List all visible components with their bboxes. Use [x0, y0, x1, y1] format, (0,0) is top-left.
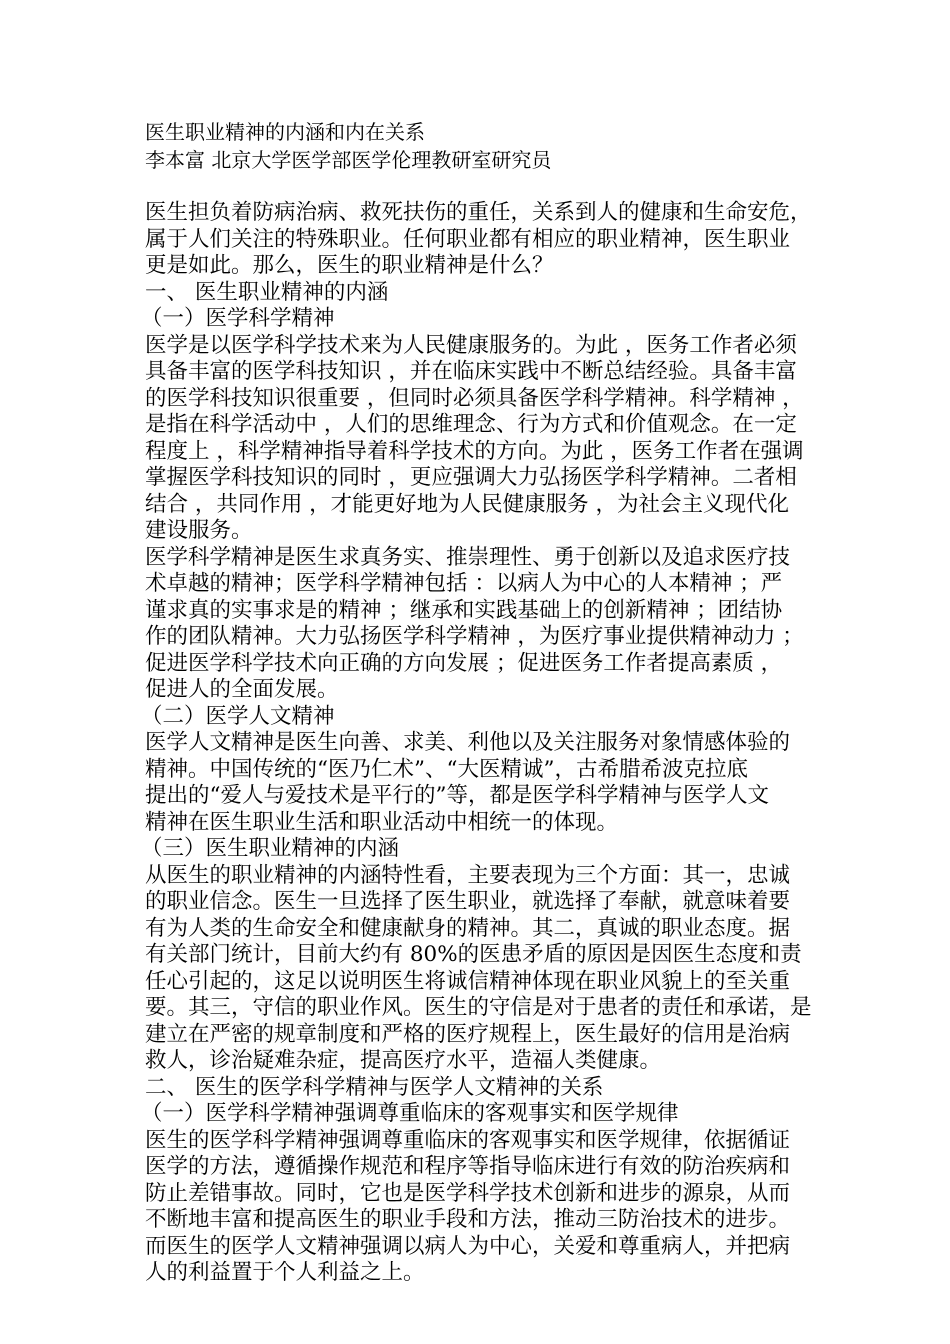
body-line: 促进人的全面发展。	[145, 677, 339, 702]
body-line: 医学是以医学科学技术来为人民健康服务的。为此 ，医务工作者必须	[145, 332, 797, 358]
body-line: 任心引起的，这足以说明医生将诚信精神体现在职业风貌上的至关重	[145, 968, 791, 994]
body-line: 更是如此。那么，医生的职业精神是什么？	[145, 253, 554, 278]
body-line: 术卓越的精神；医学科学精神包括 ：以病人为中心的人本精神 ；严	[145, 571, 783, 596]
body-line: 提出的“爱人与爱技术是平行的”等，都是医学科学精神与医学人文	[145, 783, 769, 808]
body-line: 是指在科学活动中 ，人们的思维理念、行为方式和价值观念。在一定	[145, 412, 797, 437]
subsection-heading: （一）医学科学精神	[141, 306, 335, 331]
body-line: 程度上 ，科学精神指导着科学技术的方向。为此 ，医务工作者在强调	[145, 438, 804, 464]
body-line: 有为人类的生命安全和健康献身的精神。其二，真诚的职业态度。据	[145, 915, 791, 941]
section-heading: 二、 医生的医学科学精神与医学人文精神的关系	[145, 1074, 604, 1100]
body-line: 救人，诊治疑难杂症，提高医疗水平，造福人类健康。	[145, 1048, 662, 1073]
body-line: 不断地丰富和提高医生的职业手段和方法，推动三防治技术的进步。	[145, 1207, 791, 1232]
body-line: 有关部门统计，目前大约有 80%的医患矛盾的原因是因医生态度和责	[145, 942, 802, 967]
body-line: 人的利益置于个人利益之上。	[145, 1260, 425, 1285]
body-line: 属于人们关注的特殊职业。任何职业都有相应的职业精神，医生职业	[145, 226, 791, 252]
body-line: 医学人文精神是医生向善、求美、利他以及关注服务对象情感体验的	[145, 730, 791, 755]
body-line: 结合 ，共同作用 ，才能更好地为人民健康服务 ，为社会主义现代化	[145, 491, 790, 517]
body-line: 作的团队精神。大力弘扬医学科学精神 ，为医疗事业提供精神动力 ；	[145, 624, 804, 649]
body-line: 精神在医生职业生活和职业活动中相统一的体现。	[145, 809, 619, 835]
body-line: 医生的医学科学精神强调尊重临床的客观事实和医学规律，依据循证	[145, 1127, 791, 1153]
body-line: 建设服务。	[145, 518, 253, 543]
body-line: 医学的方法，遵循操作规范和程序等指导临床进行有效的防治疾病和	[145, 1154, 791, 1179]
body-line: 医生担负着防病治病、救死扶伤的重任，关系到人的健康和生命安危，	[145, 200, 812, 225]
blank-line	[145, 174, 815, 200]
section-heading: 一、 医生职业精神的内涵	[145, 279, 389, 305]
subsection-heading: （一）医学科学精神强调尊重临床的客观事实和医学规律	[141, 1101, 679, 1126]
body-line: 的职业信念。医生一旦选择了医生职业，就选择了奉献，就意味着要	[145, 889, 791, 914]
body-line: 要。其三，守信的职业作风。医生的守信是对于患者的责任和承诺，是	[145, 995, 812, 1020]
subsection-heading: （二）医学人文精神	[141, 703, 335, 729]
body-line: 促进医学科学技术向正确的方向发展 ；促进医务工作者提高素质 ，	[145, 650, 783, 676]
document-page	[141, 118, 815, 1287]
body-line: 医学科学精神是医生求真务实、推崇理性、勇于创新以及追求医疗技	[145, 544, 791, 570]
document-title: 医生职业精神的内涵和内在关系	[145, 120, 425, 144]
subsection-heading: （三）医生职业精神的内涵	[141, 836, 400, 861]
document-author: 李本富 北京大学医学部医学伦理教研室研究员	[145, 148, 552, 172]
body-line: 从医生的职业精神的内涵特性看，主要表现为三个方面：其一，忠诚	[145, 862, 791, 888]
body-line: 具备丰富的医学科技知识 ，并在临床实践中不断总结经验。具备丰富	[145, 359, 797, 384]
body-line: 掌握医学科技知识的同时 ，更应强调大力弘扬医学科学精神。二者相	[145, 465, 797, 490]
body-line: 的医学科技知识很重要 ，但同时必须具备医学科学精神。科学精神 ，	[145, 385, 804, 411]
body-line: 建立在严密的规章制度和严格的医疗规程上，医生最好的信用是治病	[145, 1021, 791, 1047]
body-line: 谨求真的实事求是的精神 ；继承和实践基础上的创新精神 ；团结协	[145, 597, 783, 623]
body-line: 防止差错事故。同时，它也是医学科学技术创新和进步的源泉，从而	[145, 1180, 791, 1206]
body-line: 精神。中国传统的“医乃仁术”、“大医精诚”，古希腊希波克拉底	[145, 756, 748, 782]
body-line: 而医生的医学人文精神强调以病人为中心，关爱和尊重病人，并把病	[145, 1233, 791, 1259]
